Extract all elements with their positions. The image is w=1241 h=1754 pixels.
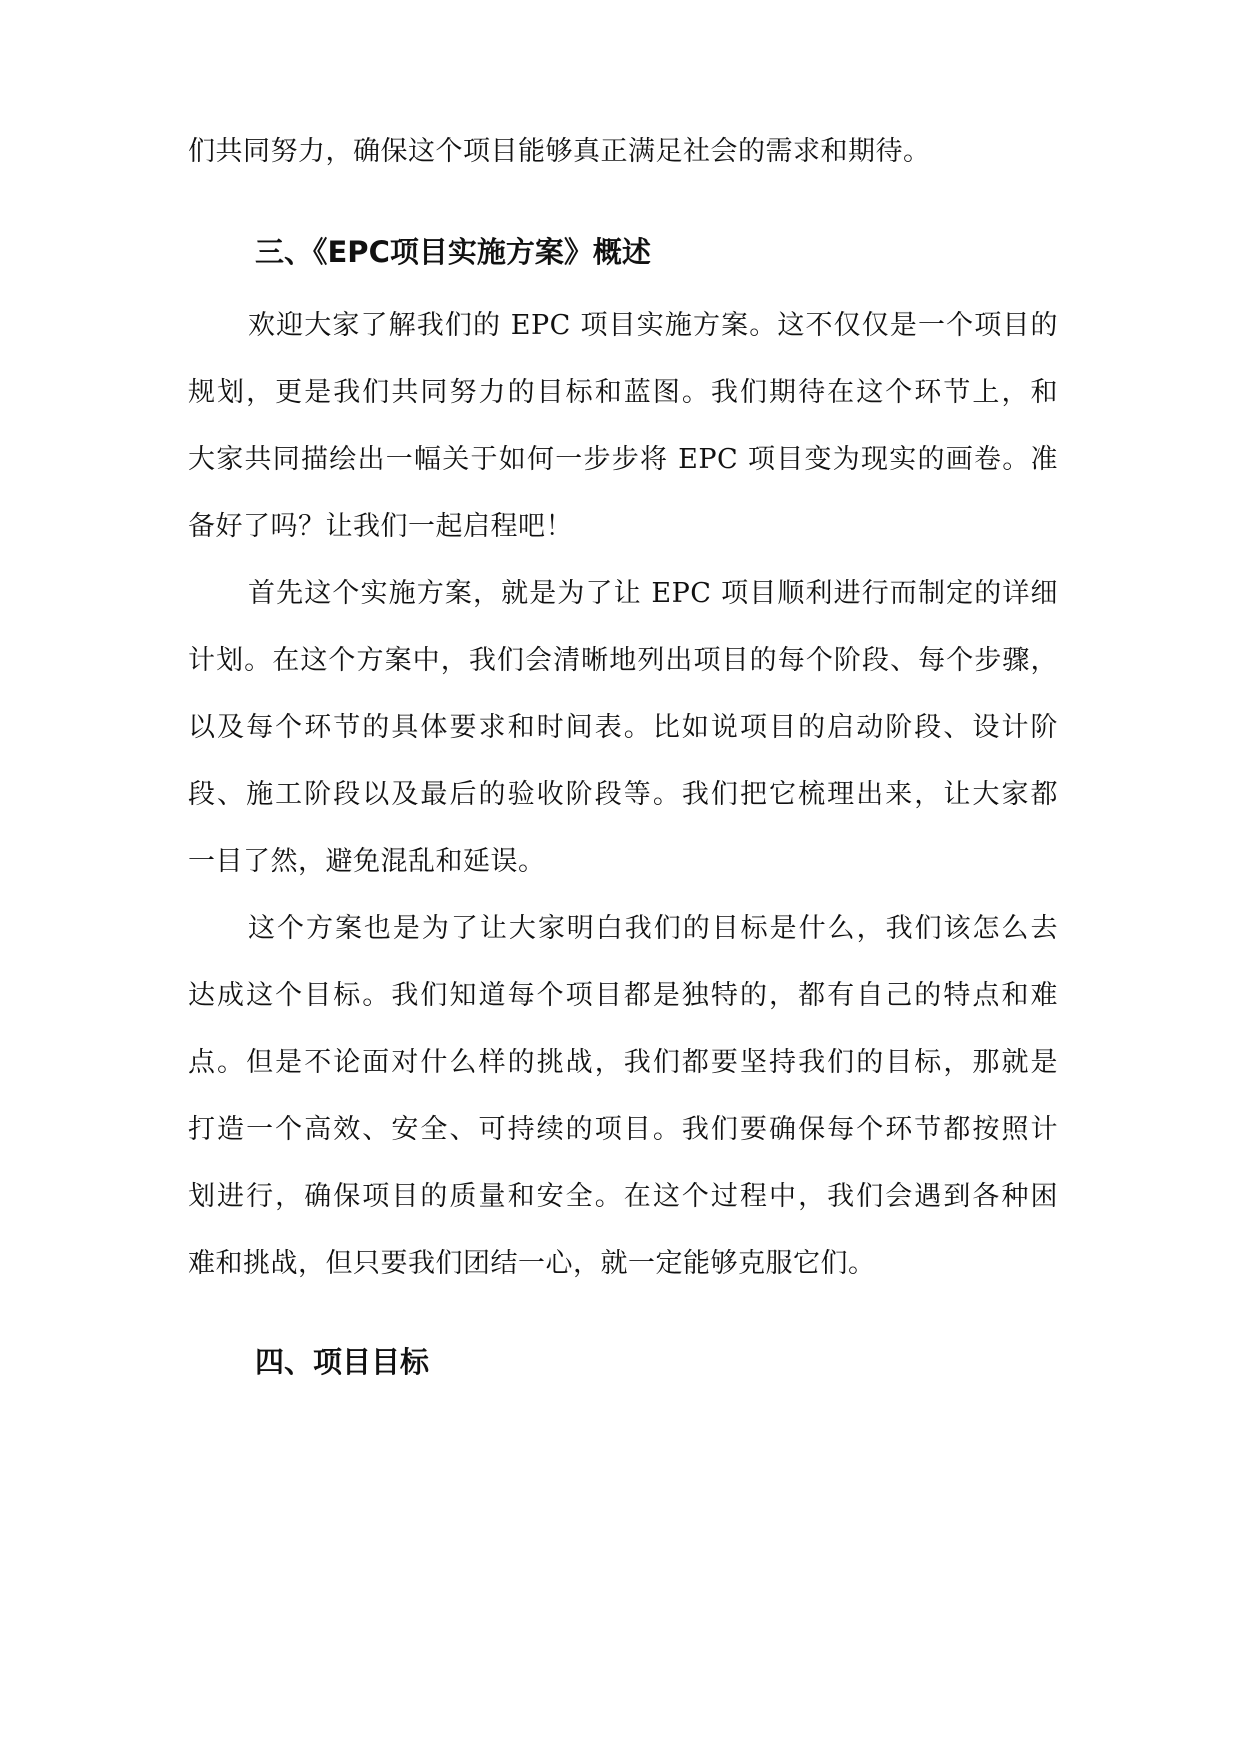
paragraph-3-line-5: 划进行，确保项目的质量和安全。在这个过程中，我们会遇到各种困 [188,1181,1058,1212]
paragraph-1-line-1: 欢迎大家了解我们的 EPC 项目实施方案。这不仅仅是一个项目的 [248,310,1058,341]
paragraph-3-line-6: 难和挑战，但只要我们团结一心，就一定能够克服它们。 [188,1248,876,1279]
paragraph-1-line-3: 大家共同描绘出一幅关于如何一步步将 EPC 项目变为现实的画卷。准 [188,444,1058,475]
paragraph-2-line-4: 段、施工阶段以及最后的验收阶段等。我们把它梳理出来，让大家都 [188,779,1058,810]
paragraph-1-line-2: 规划，更是我们共同努力的目标和蓝图。我们期待在这个环节上，和 [188,377,1058,408]
paragraph-3-line-4: 打造一个高效、安全、可持续的项目。我们要确保每个环节都按照计 [188,1114,1058,1145]
paragraph-3-line-2: 达成这个目标。我们知道每个项目都是独特的，都有自己的特点和难 [188,980,1058,1011]
section-heading-3: 三、《EPC项目实施方案》概述 [255,235,651,269]
section-heading-4: 四、项目目标 [255,1345,430,1379]
paragraph-3-line-1: 这个方案也是为了让大家明白我们的目标是什么，我们该怎么去 [248,913,1058,944]
paragraph-continuation-line: 们共同努力，确保这个项目能够真正满足社会的需求和期待。 [188,136,931,167]
paragraph-2-line-1: 首先这个实施方案，就是为了让 EPC 项目顺利进行而制定的详细 [248,578,1058,609]
paragraph-2-line-2: 计划。在这个方案中，我们会清晰地列出项目的每个阶段、每个步骤， [188,645,1058,676]
paragraph-3-line-3: 点。但是不论面对什么样的挑战，我们都要坚持我们的目标，那就是 [188,1047,1058,1078]
paragraph-1-line-4: 备好了吗？让我们一起启程吧！ [188,511,573,542]
paragraph-2-line-3: 以及每个环节的具体要求和时间表。比如说项目的启动阶段、设计阶 [188,712,1058,743]
paragraph-2-line-5: 一目了然，避免混乱和延误。 [188,846,546,877]
